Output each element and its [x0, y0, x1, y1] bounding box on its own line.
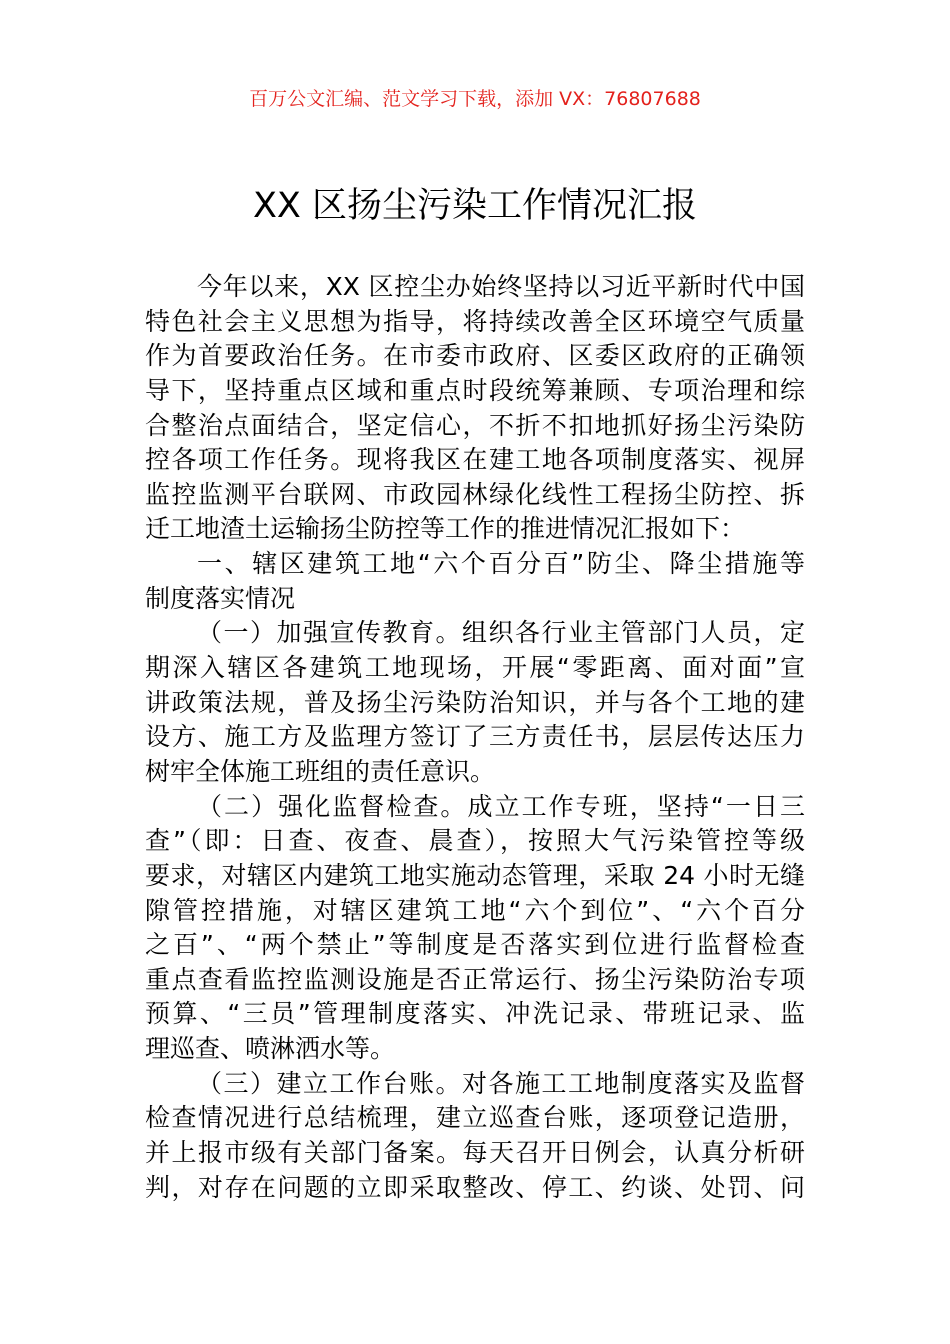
document-title: XX 区扬尘污染工作情况汇报 — [252, 186, 698, 226]
download-watermark: 百万公文汇编、范文学习下载，添加 VX：76807688 — [249, 88, 701, 110]
text-line: （三）建立工作台账。对各施工工地制度落实及监督 — [197, 1068, 805, 1098]
text-line: 理巡查、喷淋洒水等。 — [145, 1034, 396, 1064]
text-line: 迁工地渣土运输扬尘防控等工作的推进情况汇报如下： — [145, 514, 746, 544]
text-line: 预算、“三员”管理制度落实、冲洗记录、带班记录、监 — [145, 999, 805, 1029]
text-line: 之百”、“两个禁止”等制度是否落实到位进行监督检查 — [145, 930, 805, 960]
text-line: 作为首要政治任务。在市委市政府、区委区政府的正确领 — [145, 341, 805, 371]
text-line: 树牢全体施工班组的责任意识。 — [145, 756, 496, 786]
text-line: （二）强化监督检查。成立工作专班，坚持“一日三 — [197, 791, 805, 821]
text-line: 期深入辖区各建筑工地现场，开展“零距离、面对面”宣 — [145, 653, 805, 683]
text-line: 特色社会主义思想为指导，将持续改善全区环境空气质量 — [145, 306, 805, 336]
text-line: 导下，坚持重点区域和重点时段统筹兼顾、专项治理和综 — [145, 375, 805, 405]
text-line: （一）加强宣传教育。组织各行业主管部门人员，定 — [197, 618, 805, 648]
text-line: 监控监测平台联网、市政园林绿化线性工程扬尘防控、拆 — [145, 479, 805, 509]
text-line: 检查情况进行总结梳理，建立巡查台账，逐项登记造册， — [145, 1103, 805, 1133]
text-line: 要求，对辖区内建筑工地实施动态管理，采取 24 小时无缝 — [145, 860, 805, 890]
text-line: 合整治点面结合，坚定信心，不折不扣地抓好扬尘污染防 — [145, 410, 805, 440]
text-line: 一、辖区建筑工地“六个百分百”防尘、降尘措施等 — [197, 549, 805, 579]
text-line: 判，对存在问题的立即采取整改、停工、约谈、处罚、问 — [145, 1172, 805, 1202]
text-line: 今年以来，XX 区控尘办始终坚持以习近平新时代中国 — [197, 272, 805, 301]
text-line: 并上报市级有关部门备案。每天召开日例会，认真分析研 — [145, 1138, 805, 1168]
text-line: 重点查看监控监测设施是否正常运行、扬尘污染防治专项 — [145, 964, 805, 994]
text-line: 控各项工作任务。现将我区在建工地各项制度落实、视屏 — [145, 445, 805, 475]
text-line: 设方、施工方及监理方签订了三方责任书，层层传达压力 — [145, 722, 805, 752]
text-line: 讲政策法规，普及扬尘污染防治知识，并与各个工地的建 — [145, 687, 805, 717]
text-line: 隙管控措施，对辖区建筑工地“六个到位”、“六个百分 — [145, 895, 805, 925]
text-line: 制度落实情况 — [145, 583, 296, 613]
document-body — [145, 270, 805, 1205]
text-line: 查”（即：日查、夜查、晨查），按照大气污染管控等级 — [145, 826, 805, 856]
